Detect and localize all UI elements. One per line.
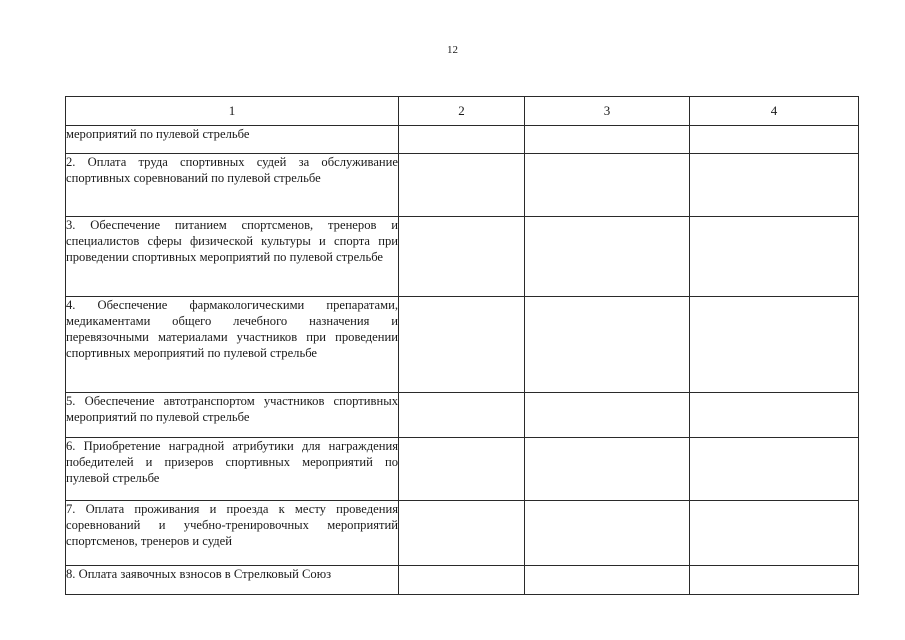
row-cell-col4	[690, 566, 859, 595]
row-cell-col2	[399, 126, 525, 154]
table-row	[66, 393, 859, 438]
row-cell-col4	[690, 154, 859, 217]
row-cell-col4	[690, 217, 859, 297]
row-cell-col4	[690, 438, 859, 501]
page-number: 12	[447, 44, 458, 56]
row-cell-col4	[690, 501, 859, 566]
row-cell-col2	[399, 297, 525, 393]
table-row	[66, 297, 859, 393]
column-header-2: 2	[399, 97, 525, 126]
table-row	[66, 217, 859, 297]
row-cell-col3	[525, 393, 690, 438]
row-description: 4. Обеспечение фармакологическими препаратами, медикаментами общего лечебного назначения и перевязочными материалами участников при проведении спортивных мероприятий по пулевой стрельбе	[66, 297, 399, 393]
row-cell-col2	[399, 566, 525, 595]
table-header-row	[66, 97, 859, 126]
row-description: 7. Оплата проживания и проезда к месту проведения соревнований и учебно-тренировочных мероприятий спортсменов, тренеров и судей	[66, 501, 399, 566]
column-header-1: 1	[66, 97, 399, 126]
table-row	[66, 126, 859, 154]
column-header-4: 4	[690, 97, 859, 126]
row-description: 8. Оплата заявочных взносов в Стрелковый Союз	[66, 566, 399, 595]
row-cell-col3	[525, 126, 690, 154]
table-row	[66, 501, 859, 566]
row-cell-col2	[399, 217, 525, 297]
row-cell-col4	[690, 393, 859, 438]
row-cell-col2	[399, 393, 525, 438]
row-description: мероприятий по пулевой стрельбе	[66, 126, 399, 154]
table-row	[66, 438, 859, 501]
row-cell-col3	[525, 438, 690, 501]
row-description: 5. Обеспечение автотранспортом участников спортивных мероприятий по пулевой стрельбе	[66, 393, 399, 438]
table-row	[66, 154, 859, 217]
row-cell-col3	[525, 217, 690, 297]
row-cell-col4	[690, 126, 859, 154]
row-description: 2. Оплата труда спортивных судей за обслуживание спортивных соревнований по пулевой стрельбе	[66, 154, 399, 217]
row-cell-col2	[399, 501, 525, 566]
expense-table	[65, 96, 859, 595]
row-cell-col3	[525, 154, 690, 217]
row-cell-col3	[525, 501, 690, 566]
table-row	[66, 566, 859, 595]
row-description: 6. Приобретение наградной атрибутики для награждения победителей и призеров спортивных мероприятий по пулевой стрельбе	[66, 438, 399, 501]
row-cell-col3	[525, 566, 690, 595]
row-cell-col4	[690, 297, 859, 393]
row-description: 3. Обеспечение питанием спортсменов, тренеров и специалистов сферы физической культуры и спорта при проведении спортивных мероприятий по пулевой стрельбе	[66, 217, 399, 297]
column-header-3: 3	[525, 97, 690, 126]
row-cell-col2	[399, 154, 525, 217]
row-cell-col2	[399, 438, 525, 501]
row-cell-col3	[525, 297, 690, 393]
